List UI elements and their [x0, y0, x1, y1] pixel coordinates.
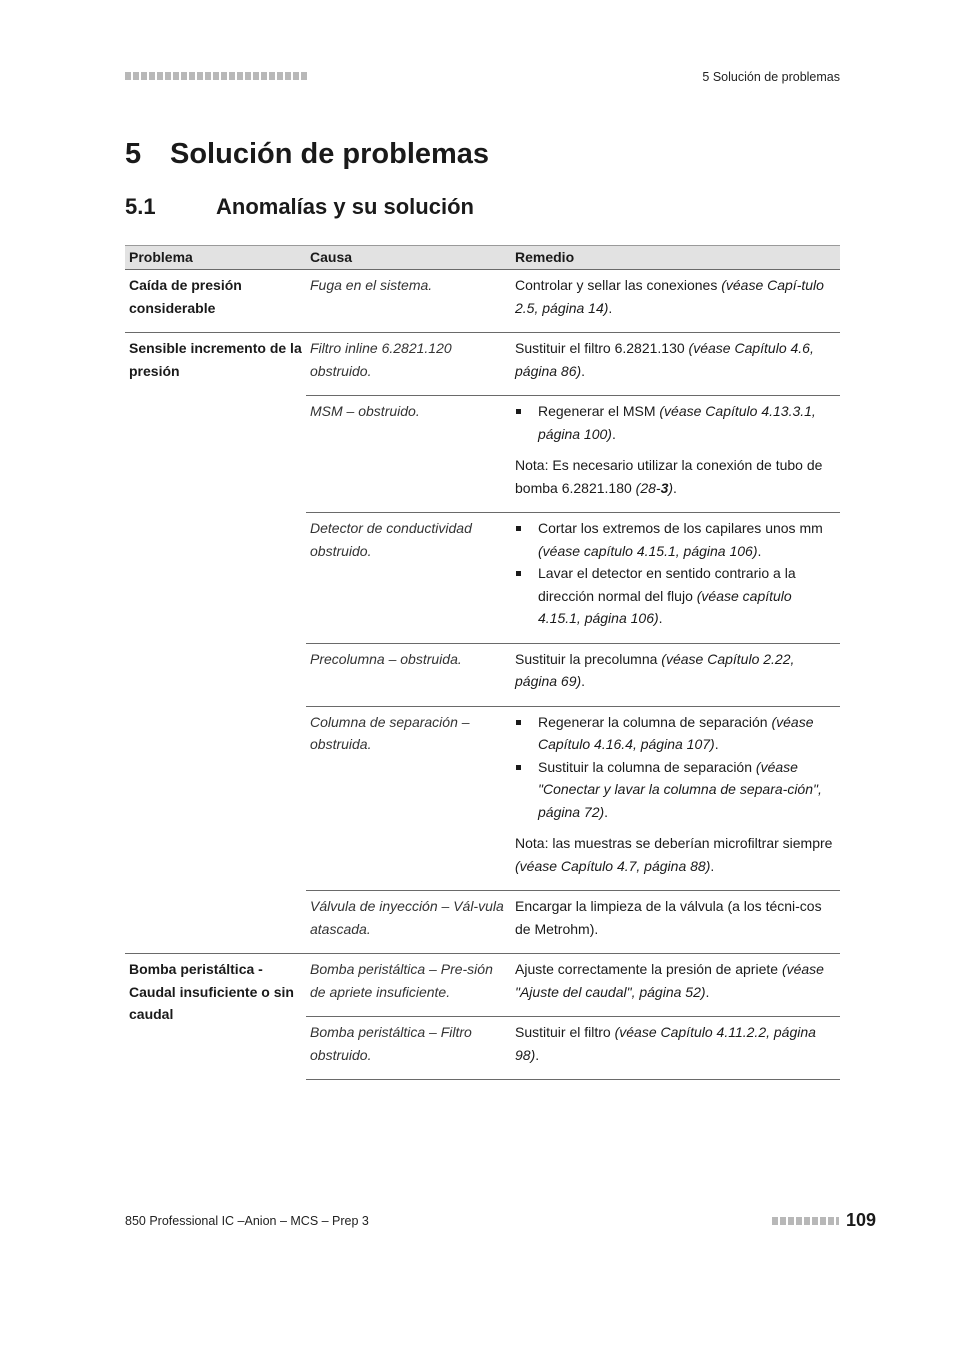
remedy-list: [515, 517, 836, 630]
cross-reference[interactable]: (véase Capítulo 4.11.2.2, página 98): [515, 1024, 816, 1063]
cross-reference[interactable]: (véase Capítulo 4.7, página 88): [515, 857, 711, 874]
list-item: Regenerar la columna de separación (véase Capítulo 4.16.4, página 107).: [515, 711, 836, 756]
remedy-cell: Controlar y sellar las conexiones (véase Capí-tulo 2.5, página 14).: [515, 277, 824, 316]
chapter-title: [125, 138, 489, 171]
page-number: 109: [846, 1210, 877, 1230]
remedy-list: [515, 711, 836, 824]
list-item: Sustituir la columna de separación (véase "Conectar y lavar la columna de separa-ción", página 72).: [515, 756, 836, 824]
cause-cell: Bomba peristáltica – Filtro obstruido.: [306, 1017, 511, 1080]
header-remedy: Remedio: [511, 246, 840, 270]
list-item: Lavar el detector en sentido contrario a la dirección normal del flujo (véase capítulo 4.15.1, página 106).: [515, 562, 836, 630]
remedy-cell: [511, 513, 840, 644]
table-row: [125, 954, 840, 1017]
cause-cell: Válvula de inyección – Vál-vula atascada.: [306, 891, 511, 954]
problem-cell: Sensible incremento de la presión: [125, 333, 306, 954]
note-text: Nota: las muestras se deberían microfiltrar siempre (véase Capítulo 4.7, página 88).: [515, 835, 833, 874]
table-row: [125, 333, 840, 396]
cause-cell: Filtro inline 6.2821.120 obstruido.: [306, 333, 511, 396]
remedy-list: [515, 400, 836, 445]
section-number: 5.1: [125, 194, 156, 219]
remedy-cell: Sustituir el filtro 6.2821.130 (véase Capítulo 4.6, página 86).: [511, 333, 840, 396]
cross-reference[interactable]: (véase Capí-tulo 2.5, página 14): [515, 277, 824, 316]
cause-cell: Detector de conductividad obstruido.: [306, 513, 511, 644]
cross-reference[interactable]: (véase capítulo 4.15.1, página 106): [538, 587, 792, 626]
cause-cell: Fuga en el sistema.: [310, 277, 433, 293]
troubleshooting-table: [125, 245, 840, 1080]
remedy-cell: [511, 706, 840, 891]
cross-reference[interactable]: (véase Capítulo 4.13.3.1, página 100): [538, 403, 816, 442]
running-header: 5 Solución de problemas: [702, 70, 840, 84]
cross-reference[interactable]: (véase Capítulo 4.6, página 86): [515, 340, 814, 379]
list-item: Regenerar el MSM (véase Capítulo 4.13.3.1, página 100).: [515, 400, 836, 445]
header-cause: Causa: [306, 246, 511, 270]
chapter-title-text: Solución de problemas: [170, 138, 490, 170]
table-row: [125, 270, 840, 333]
footer-decoration: [772, 1217, 839, 1225]
cross-reference[interactable]: (véase capítulo 4.15.1, página 106): [538, 542, 758, 559]
cause-cell: Bomba peristáltica – Pre-sión de apriete insuficiente.: [306, 954, 511, 1017]
remedy-cell: Encargar la limpieza de la válvula (a los técni-cos de Metrohm).: [511, 891, 840, 954]
chapter-number: 5: [125, 138, 142, 170]
cause-cell: Precolumna – obstruida.: [306, 643, 511, 706]
table-header-row: [125, 246, 840, 270]
cause-cell: Columna de separación – obstruida.: [306, 706, 511, 891]
footer-document-title: 850 Professional IC –Anion – MCS – Prep 3: [125, 1214, 369, 1228]
list-item: Cortar los extremos de los capilares unos mm (véase capítulo 4.15.1, página 106).: [515, 517, 836, 562]
cross-reference[interactable]: (véase Capítulo 4.16.4, página 107): [538, 713, 814, 752]
header-decoration: [125, 72, 307, 80]
problem-cell: Caída de presión considerable: [129, 277, 242, 316]
section-title-text: Anomalías y su solución: [216, 194, 474, 219]
cross-reference[interactable]: (véase Capítulo 2.22, página 69): [515, 650, 795, 689]
remedy-cell: Ajuste correctamente la presión de apriete (véase "Ajuste del caudal", página 52).: [511, 954, 840, 1017]
problem-cell: Bomba peristáltica - Caudal insuficiente o sin caudal: [125, 954, 306, 1080]
remedy-cell: [511, 396, 840, 513]
header-problem: Problema: [125, 246, 306, 270]
note-text: Nota: Es necesario utilizar la conexión de tubo de bomba 6.2821.180 (28-3).: [515, 457, 823, 496]
section-title: [125, 194, 474, 220]
remedy-cell: Sustituir el filtro (véase Capítulo 4.11.2.2, página 98).: [511, 1017, 840, 1080]
remedy-cell: Sustituir la precolumna (véase Capítulo 2.22, página 69).: [511, 643, 840, 706]
cross-reference[interactable]: (véase "Ajuste del caudal", página 52): [515, 961, 824, 1000]
figure-reference[interactable]: (28-3): [635, 479, 674, 496]
cause-cell: MSM – obstruido.: [306, 396, 511, 513]
cross-reference[interactable]: (véase "Conectar y lavar la columna de separa-ción", página 72): [538, 758, 822, 820]
